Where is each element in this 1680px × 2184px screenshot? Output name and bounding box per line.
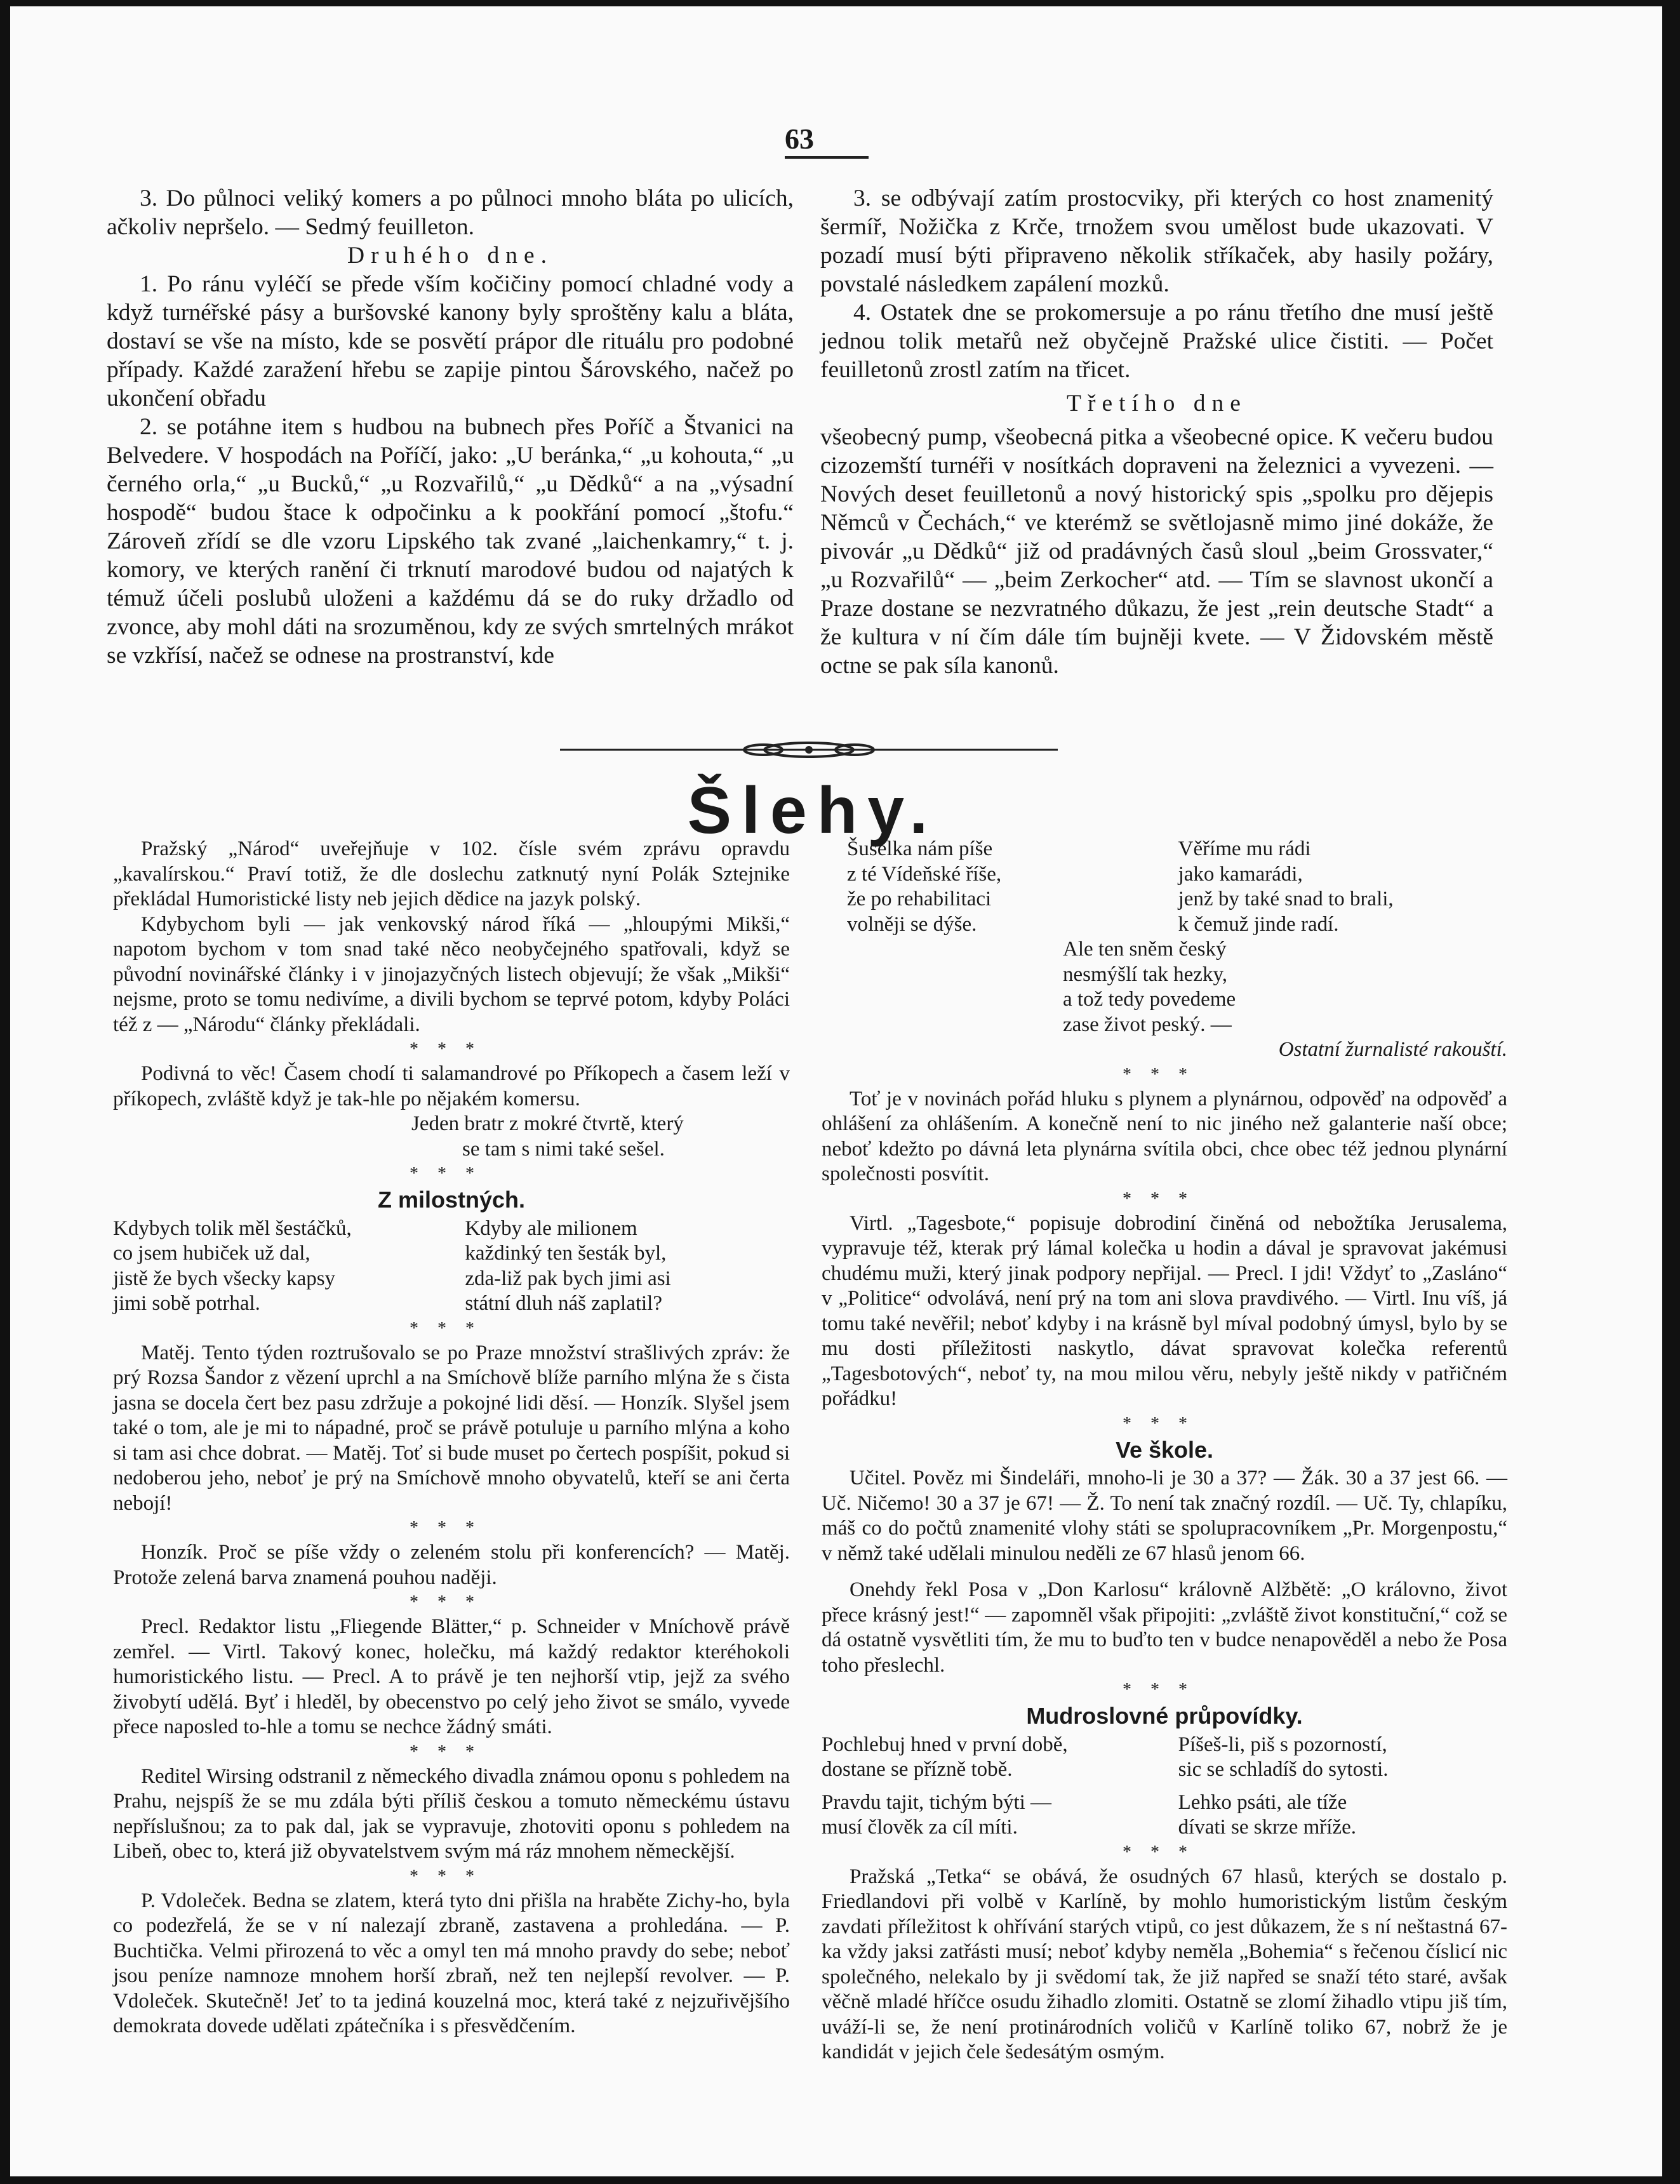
poem-line: z té Vídeňské říše, [847,862,1002,886]
proverbs-right [1178,1733,1507,1841]
lower-right-column [822,837,1507,2065]
ornamental-divider [560,740,1058,759]
paragraph: všeobecný pump, všeobecná pitka a všeobecné opice. K večeru budou cizozemští turnéři v nosítkách dopraveni na železnici a vyvezeni. — Nových deset feuilletonů a nový historický spis „spolku pro dějepis Němců v Čechách,“ ve kterémž se světlojasně mimo jiné dokáže, že pivovár „u Dědků“ již od pradávných časů sloul „beim Grossvater,“ „u Rozvařilů“ — „beim Zerkocher“ atd. — Tím se slavnost ukončí a Praze dostane se nezvratného důkazu, že jest „rein deutsche Stadt“ a že kultura v ní čím dále tím bujněji kvete. — V Židovském městě octne se pak síla kanonů. [820,424,1493,679]
paragraph: 2. se potáhne item s hudbou na bubnech přes Poříč a Štvanici na Belvedere. V hospodách na Poříčí, jako: „U beránka,“ „u kohouta,“ „u černého orla,“ „u Bucků,“ „u Rozvařilů,“ „u Dědků“ a na „výsadní hospodě“ budou štace k odpočinku a k pookřání pomocí „štofu.“ Zároveň zřídí se dle vzoru Lipského tak zvané „laichenkamry,“ t. j. komory, ve kterých ranění či trknutí marodové budou od najatých k témuž účeli poslubů uloženi a každému dá se do ruky držadlo od zvonce, aby mohl dáti na srozuměnou, kdy ze svých smrtelných mrákot se vzkřísí, načež se odnese na prostranství, kde [107,414,794,669]
proverbs [822,1733,1507,1841]
poem-line: co jsem hubiček už dal, [113,1242,310,1265]
poem [113,1216,790,1317]
separator-stars: *** [1123,1680,1206,1700]
poem-tail [822,937,1507,1037]
item: Reditel Wirsing odstranil z německého divadla známou oponu s pohledem na Prahu, nejspíš že se mu zdála býti příliš českou a tomuto německému ústavu nepříslušnou; za to pak dal, jak se vypravuje, zhotoviti oponu s pohledem na Libeň, obec to, která již obyvatelstvem svým má ráz mnohem německější. [113,1764,790,1863]
scan-border-bottom [0,2176,1680,2184]
poem-line: zase život peský. — [1063,1013,1232,1036]
poem-line: jenž by také snad to brali, [1178,888,1394,910]
separator-stars: *** [1123,1189,1206,1209]
section-heading-second-day: Druhého dne. [347,243,554,269]
scan-border-left [0,0,10,2184]
section-title: Šlehy. [687,774,938,848]
tail-line: se tam s nimi také sešel. [462,1137,665,1161]
poem-line: Kdybych tolik měl šestáčků, [113,1216,352,1240]
signature: Ostatní žurnalisté rakouští. [1278,1038,1507,1061]
separator-stars: *** [1123,1842,1206,1862]
scan-border-right [1662,0,1680,2184]
paragraph: 4. Ostatek dne se prokomersuje a po ránu třetího dne musí ještě jednou tolik metařů než obyčejně Pražské ulice čistiti. — Počet feuilletonů zrostl zatím na třicet. [820,300,1493,383]
poem-right [1178,837,1507,937]
item: Matěj. Tento týden roztrušovalo se po Praze množství strašlivých zpráv: že prý Rozsa Šandor z vězení uprchl a na Smíchově blíže parního mlýna že s čista jasna se docela čert bez pasu zdržuje a pokojné lidi děsí. — Honzík. Slyšel jsem také o tom, ale je mi to nápadné, proč se právě potuluje u parního mlýna a koho si tam asi chce dobrat. — Matěj. Toť si bude muset po čertech pospíšit, pokud si nedoberou jeho, neboť je prý na Smíchově mnoho obyvatelů, kteří se ani čerta nebojí! [113,1341,790,1515]
proverb-line: Píšeš-li, piš s pozorností, [1178,1733,1387,1756]
poem-line: nesmýšlí tak hezky, [1063,962,1228,986]
separator-stars: *** [410,1518,493,1538]
school-title: Ve škole. [1115,1436,1214,1463]
paragraph: 1. Po ránu vyléčí se přede vším kočičiny pomocí chladné vody a když turnéřské pásy a buršovské kanony byly sproštěny kalu a bláta, dostaví se vše na místo, kde se posvětí prápor dle rituálu pro podobné případy. Každé zaražení hřebu se zapije pintou Šárovského, načež po ukončení obřadu [107,271,794,411]
item: Honzík. Proč se píše vždy o zeleném stolu při konferencích? — Matěj. Protože zelená barva znamená pouhou naději. [113,1541,790,1589]
poem-line: každinký ten šesták byl, [465,1242,667,1265]
poem-line: jimi sobě potrhal. [113,1292,260,1315]
separator-stars: *** [410,1318,493,1338]
poem-line: Kdyby ale milionem [465,1216,637,1240]
separator-stars: *** [1123,1064,1206,1084]
page-number-rule [785,156,869,159]
item: P. Vdoleček. Bedna se zlatem, která tyto dni přišla na hraběte Zichy-ho, byla co podezřelá, že se v ní nalezají zbraně, zastavena a prohledána. — P. Buchtička. Velmi přirozená to věc a omyl ten má mnoho pravdy do sebe; neboť jsou peníze namnoze mnohem horší zbraň, než ten nejlepší revolver. — P. Vdoleček. Skutečně! Jeť to ta jediná kouzelná moc, která také z nejzuřivějšího demokrata dovede udělati zpátečníka i s přesvědčením. [113,1889,790,2037]
poem-left [822,837,1176,937]
item: Učitel. Pověz mi Šindeláři, mnoho-li je 30 a 37? — Žák. 30 a 37 jest 66. — Uč. Ničemo! 30 a 37 je 67! — Ž. To není tak značný rozdíl. — Uč. Ty, chlapíku, máš co do počtů znamenité vlohy státi se spolupracovníkem „Pr. Morgenpostu,“ v němž také udělali minulou neděli ze 67 hlasů jenom 66. [822,1467,1507,1565]
poem-line: a tož tedy povedeme [1063,988,1236,1011]
item: Pražská „Tetka“ se obává, že osudných 67 hlasů, kterých se dostalo p. Friedlandovi při volbě v Karlíně, by mohlo humoristickým listům českým zavdati příležitost k ohřívání starých vtipů, co jest důkazem, že s ní neštastná 67-ka vždy jaksi zatřásti musí; neboť kdyby neměla „Bohemia“ s řečenou číslicí nic společného, nelekalo by ji svědomí tak, že již napřed se snaží této staré, avšak věčně mladé hříčce osudu žihadlo zlomiti. Ostatně se zlomí žihadlo vtipu jiš tím, uváží-li se, že není protinárodních voličů v Karlíně toliko 67, nobrž že je kandidát v jejich čele šedesátým osmým. [822,1865,1507,2063]
poem-title: Z milostných. [377,1187,526,1213]
paragraph: 3. se odbývají zatím prostocviky, při kterých co host znamenitý šermíř, Nožička z Krče, trnožem svou umělost bude ukazovati. V pozadí musí býti připraveno několik stříkaček, aby hasily požáry, povstalé následkem zapálení mozků. [820,185,1493,297]
item: Onehdy řekl Posa v „Don Karlosu“ královně Alžbětě: „O královno, život přece krásný jest!“ — zapomněl však připojiti: „zvláště život konstituční,“ což se dá ostatně vysvětliti tím, že mu to buďto ten v budce nenapověděl a nebo že Posa toho přeslechl. [822,1578,1507,1677]
poem-line: jako kamarádi, [1178,862,1303,886]
spacer [822,1566,1507,1578]
poem-line: že po rehabilitaci [847,888,992,910]
page-number: 63 [785,123,814,155]
poem-line: Ale ten sněm český [1063,938,1227,961]
item: Kdybychom byli — jak venkovský národ říká — „hloupými Mikši,“ napotom bychom v tom snad také něco neobyčejného spatřovali, když se původní novinářské články i v jinojazyčných listech objevují; že však „Mikši“ nejsme, proto se tomu nedivíme, a divili bychom se teprvé potom, kdyby Poláci též z — „Národu“ články překládali. [113,912,790,1036]
separator-stars: *** [410,1164,493,1183]
lower-left-column [113,837,790,2039]
proverb-line: Lehko psáti, ale tíže [1178,1790,1347,1814]
proverb-line: sic se schladíš do sytosti. [1178,1758,1389,1781]
poem-line: zda-liž pak bych jimi asi [465,1267,671,1290]
poem-line: státní dluh náš zaplatil? [465,1292,662,1315]
poem-line: Šuselka nám píše [847,837,993,860]
proverb-line: dívati se skrze mříže. [1178,1816,1356,1839]
tail-line: Jeden bratr z mokré čtvrtě, který [411,1112,684,1135]
item-tail [113,1112,790,1162]
item: Pražský „Národ“ uveřejňuje v 102. čísle svém zprávu opravdu „kavalírskou.“ Praví totiž, že dle doslechu zatknutý nyní Polák Sztejnike překládal Humoristické listy neb jejich dědice na jazyk polský. [113,837,790,910]
proverb-line: musí člověk za cíl míti. [822,1816,1018,1839]
proverb-line: Pravdu tajit, tichým býti — [822,1790,1052,1814]
proverbs-left [822,1733,1150,1841]
top-right-column [820,184,1493,680]
poem-left [113,1216,438,1317]
poem [822,837,1507,937]
item: Precl. Redaktor listu „Fliegende Blätter,“ p. Schneider v Mníchově právě zemřel. — Virtl. Takový konec, holečku, má každý redaktor kteréhokoli humoristického listu. — Precl. A to právě je ten nejhorší vtip, jejž za svého živobytí udělá. Byť i hleděl, by obecenstvo po celý jeho život se smálo, vyvede přece naposled to-hle a tomu se nechce žádný smáti. [113,1615,790,1738]
item: Virtl. „Tagesbote,“ popisuje dobrodiní činěná od nebožtíka Jerusalema, vypravuje též, kterak prý lámal kolečka u hodin a dával je spravovat jakémusi chudému muži, který jinak podpory nepřijal. — Precl. I jdi! Vždyť to „Zasláno“ v „Politice“ odvolává, není prý na tom ani slova pravdivého. — Virtl. Inu víš, já tomu také nevěřil; neboť kdyby i na krásně byl míval podobný úmysl, bylo by se mu dosti příležitosti naskytlo, dávat spravovat kolečka referentů „Tagesbotových“, neboť ty, na mou milou věru, nebyly ještě nikdy v patřičném pořádku! [822,1211,1507,1410]
poem-line: jistě že bych všecky kapsy [113,1267,336,1290]
paragraph: 3. Do půlnoci veliký komers a po půlnoci mnoho bláta po ulicích, ačkoliv nepršelo. — Sedmý feuilleton. [107,185,794,240]
top-left-column [107,184,794,670]
separator-stars: *** [1123,1413,1206,1434]
separator-stars: *** [410,1866,493,1886]
poem-right [465,1216,790,1317]
poem-line: k čemuž jinde radí. [1178,912,1339,936]
section-heading-third-day: Třetího dne [1067,390,1247,416]
proverb-line: dostane se přízně tobě. [822,1758,1013,1781]
separator-stars: *** [410,1592,493,1612]
proverb-line: Pochlebuj hned v první době, [822,1733,1068,1756]
item: Podivná to věc! Časem chodí ti salamandrové po Příkopech a časem leží v příkopech, zvláště když je tak-hle po nějakém komersu. [113,1062,790,1110]
item: Toť je v novinách pořád hluku s plynem a plynárnou, odpověď na odpověď a ohlášení za ohlášením. A konečně není to nic jiného než galanterie naší obce; neboť kdežto po dávná leta plynárna svítila obci, chce obec též jednou plynární společnosti posvítit. [822,1087,1507,1185]
separator-stars: *** [410,1741,493,1762]
poem-line: Věříme mu rádi [1178,837,1311,860]
scan-border-top [0,0,1680,6]
separator-stars: *** [410,1039,493,1059]
poem-line: volněji se dýše. [847,912,977,936]
proverbs-title: Mudroslovné průpovídky. [1026,1703,1303,1729]
